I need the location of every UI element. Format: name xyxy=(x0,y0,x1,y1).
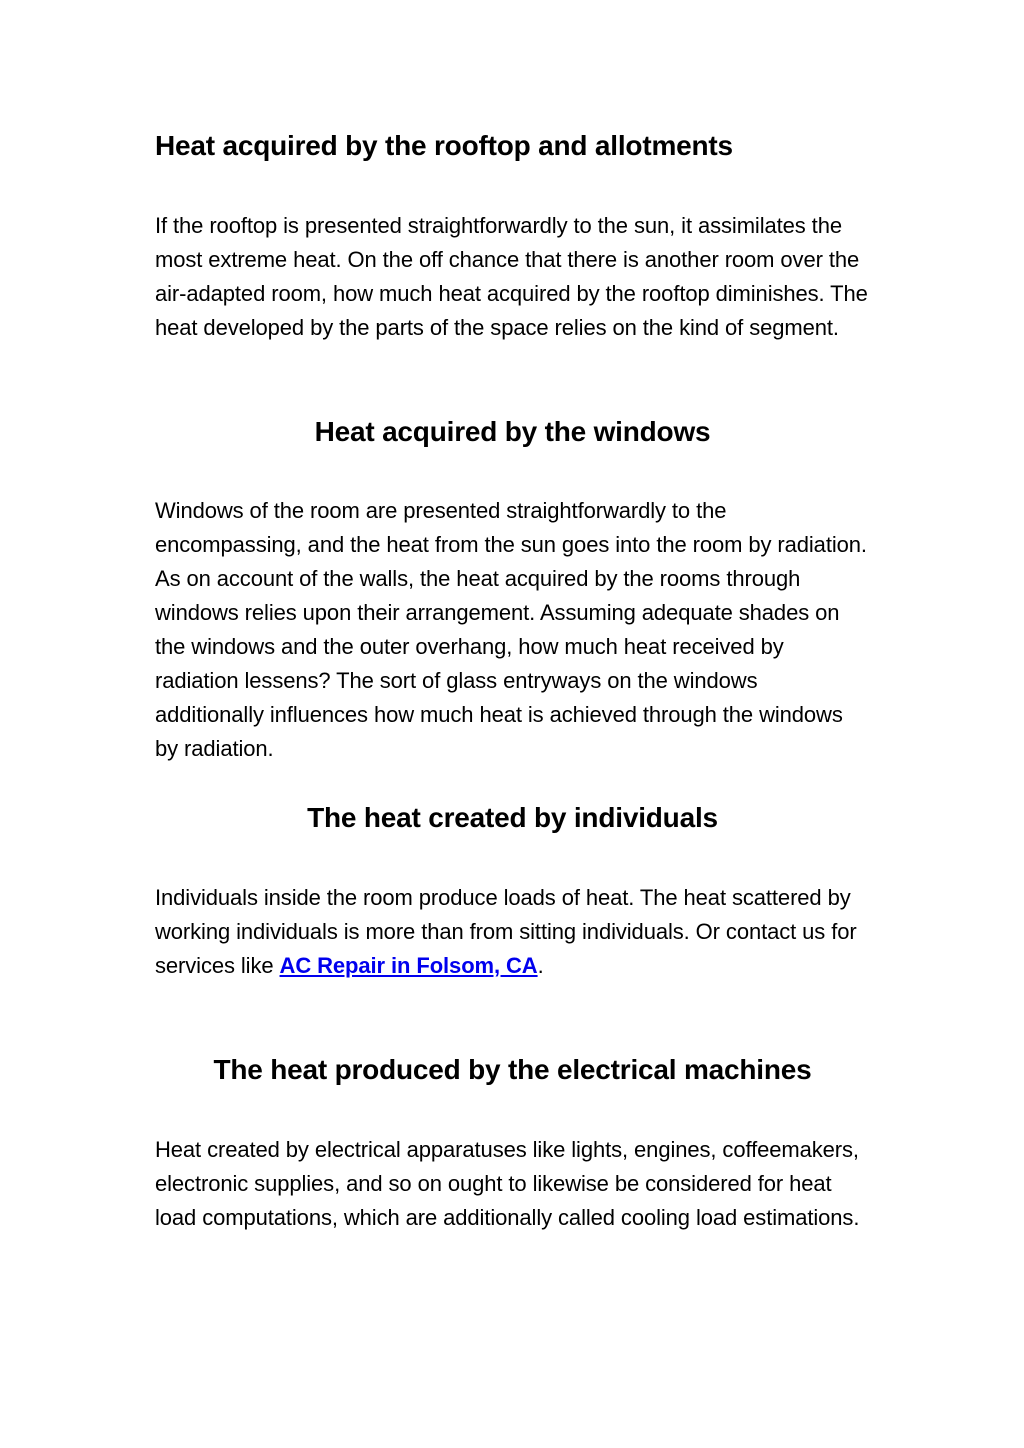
section-paragraph-windows: Windows of the room are presented straightforwardly to the encompassing, and the heat from the sun goes into the room by radiation. As on account of the walls, the heat acquired by the rooms through windows relies upon their arrangement. Assuming adequate shades on the windows and the outer overhang, how much heat received by radiation lessens? The sort of glass entryways on the windows additionally influences how much heat is achieved through the windows by radiation. xyxy=(155,498,867,761)
paragraph-text-after-link: . xyxy=(537,953,544,978)
ac-repair-link[interactable]: AC Repair in Folsom, CA xyxy=(279,953,538,978)
section-paragraph-rooftop: If the rooftop is presented straightforwardly to the sun, it assimilates the most extreme heat. On the off chance that there is another room over the air-adapted room, how much heat acquired by the rooftop diminishes. The heat developed by the parts of the space relies on the kind of segment. xyxy=(155,213,868,340)
section-heading-windows: Heat acquired by the windows xyxy=(314,416,711,447)
section-heading-individuals: The heat created by individuals xyxy=(307,802,718,833)
paragraph-text-before-link: Individuals inside the room produce loads of heat. The heat scattered by working individuals is more than from sitting individuals. Or contact us for services like xyxy=(155,885,857,978)
section-paragraph-electrical: Heat created by electrical apparatuses like lights, engines, coffeemakers, electronic supplies, and so on ought to likewise be considered for heat load computations, which are additionally called cooling load estimations. xyxy=(155,1137,860,1230)
section-paragraph-individuals xyxy=(155,881,870,983)
section-heading-rooftop: Heat acquired by the rooftop and allotments xyxy=(155,130,733,161)
section-heading-electrical: The heat produced by the electrical machines xyxy=(213,1054,812,1085)
